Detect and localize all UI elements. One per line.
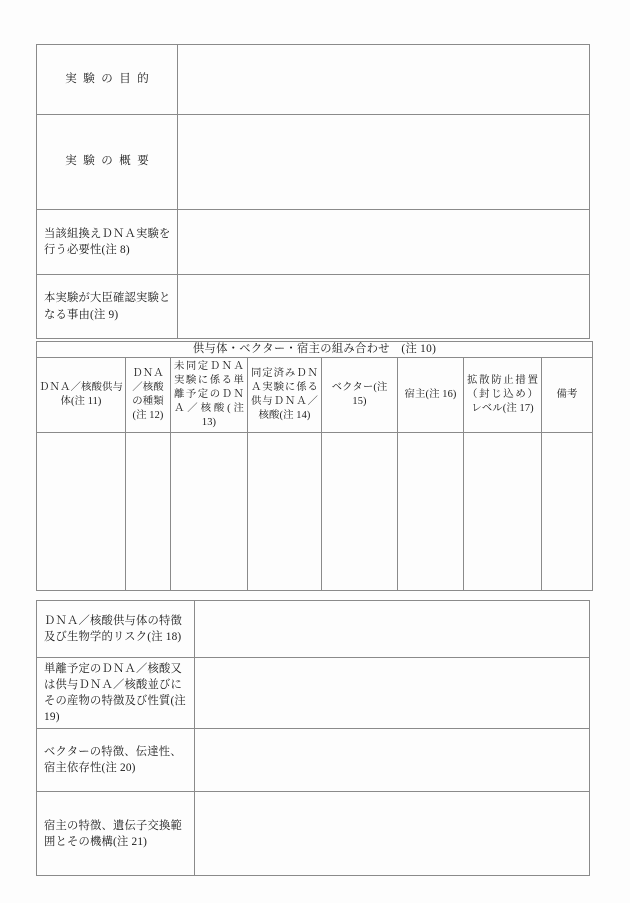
row-label-experiment-purpose: 実験の目的 <box>37 45 178 115</box>
row-label-dna-product-properties-note19: 単離予定のＤＮＡ／核酸又は供与ＤＮＡ／核酸並びにその産物の特徴及び性質(注 19) <box>37 658 195 729</box>
row-value-necessity-note8[interactable] <box>178 210 590 275</box>
table-row <box>37 115 590 210</box>
row-value-experiment-outline[interactable] <box>178 115 590 210</box>
table-header-row <box>37 358 593 433</box>
row-label-necessity-note8: 当該組換えＤＮＡ実験を行う必要性(注 8) <box>37 210 178 275</box>
row-value-minister-confirmation-note9[interactable] <box>178 275 590 339</box>
table-row <box>37 45 590 115</box>
row-label-experiment-outline: 実験の概要 <box>37 115 178 210</box>
cell-containment-level[interactable] <box>464 433 542 591</box>
combination-table-title: 供与体・ベクター・宿主の組み合わせ (注 10) <box>37 342 593 358</box>
column-header-unidentified-dna: 未同定ＤＮＡ実験に係る単離予定のＤＮＡ／核酸(注 13) <box>171 358 248 433</box>
table-row <box>37 275 590 339</box>
table-row <box>37 433 593 591</box>
cell-dna-donor[interactable] <box>37 433 126 591</box>
column-header-containment-level: 拡散防止措置（封じ込め）レベル(注 17) <box>464 358 542 433</box>
row-value-dna-product-properties-note19[interactable] <box>195 658 590 729</box>
characteristics-table <box>36 600 590 876</box>
table-row <box>37 729 590 792</box>
table-row <box>37 210 590 275</box>
column-header-remarks: 備考 <box>542 358 593 433</box>
experiment-purpose-table <box>36 44 590 339</box>
row-value-host-characteristics-note21[interactable] <box>195 792 590 876</box>
row-value-donor-characteristics-note18[interactable] <box>195 601 590 658</box>
column-header-host: 宿主(注 16) <box>398 358 464 433</box>
table-title-row <box>37 342 593 358</box>
row-value-experiment-purpose[interactable] <box>178 45 590 115</box>
row-label-minister-confirmation-note9: 本実験が大臣確認実験となる事由(注 9) <box>37 275 178 339</box>
table-row <box>37 658 590 729</box>
table-row <box>37 792 590 876</box>
row-label-donor-characteristics-note18: ＤＮＡ／核酸供与体の特徴及び生物学的リスク(注 18) <box>37 601 195 658</box>
cell-unidentified-dna[interactable] <box>171 433 248 591</box>
column-header-identified-dna: 同定済みＤＮＡ実験に係る供与ＤＮＡ／核酸(注 14) <box>248 358 322 433</box>
cell-identified-dna[interactable] <box>248 433 322 591</box>
donor-vector-host-combination-table <box>36 341 593 591</box>
row-label-vector-characteristics-note20: ベクターの特徴、伝達性、宿主依存性(注 20) <box>37 729 195 792</box>
cell-vector[interactable] <box>322 433 398 591</box>
cell-dna-type[interactable] <box>126 433 171 591</box>
column-header-dna-donor: ＤＮＡ／核酸供与体(注 11) <box>37 358 126 433</box>
cell-remarks[interactable] <box>542 433 593 591</box>
column-header-dna-type: ＤＮＡ／核酸の種類(注 12) <box>126 358 171 433</box>
table-row <box>37 601 590 658</box>
cell-host[interactable] <box>398 433 464 591</box>
row-value-vector-characteristics-note20[interactable] <box>195 729 590 792</box>
row-label-host-characteristics-note21: 宿主の特徴、遺伝子交換範囲とその機構(注 21) <box>37 792 195 876</box>
column-header-vector: ベクター(注 15) <box>322 358 398 433</box>
